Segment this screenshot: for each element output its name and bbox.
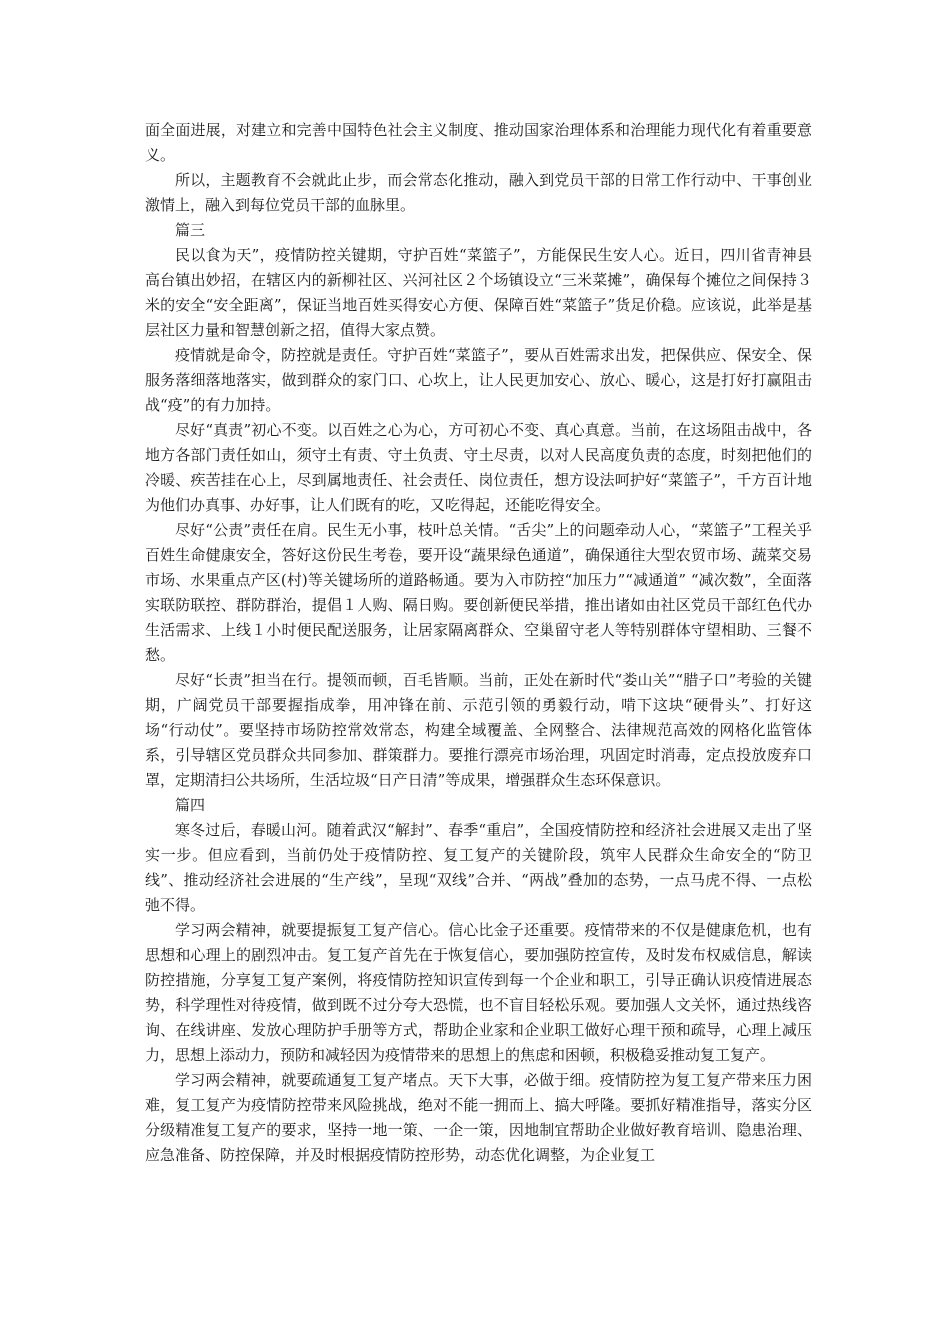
paragraph: 学习两会精神，就要提振复工复产信心。信心比金子还重要。疫情带来的不仅是健康危机，也有思想和心理上的剧烈冲击。复工复产首先在于恢复信心，要加强防控宣传，及时发布权威信息，解读防控措施，分享复工复产案例，将疫情防控知识宣传到每一个企业和职工，引导正确认识疫情进展态势，科学理性对待疫情，做到既不过分夸大恐慌，也不盲目轻松乐观。要加强人文关怀，通过热线咨询、在线讲座、发放心理防护手册等方式，帮助企业家和企业职工做好心理干预和疏导，心理上减压力，思想上添动力，预防和减轻因为疫情带来的思想上的焦虑和困顿，积极稳妥推动复工复产。 [145, 921, 812, 1064]
section-heading-4: 篇四 [175, 796, 206, 814]
document-body [145, 118, 812, 1168]
paragraph-continuation: 面全面进展，对建立和完善中国特色社会主义制度、推动国家治理体系和治理能力现代化有着重要意义。 [145, 121, 812, 164]
paragraph: 寒冬过后，春暖山河。随着武汉“解封”、春季“重启”，全国疫情防控和经济社会进展又走出了坚实一步。但应看到，当前仍处于疫情防控、复工复产的关键阶段，筑牢人民群众生命安全的“防卫线”、推动经济社会进展的“生产线”，呈现“双线”合并、“两战”叠加的态势，一点马虎不得、一点松弛不得。 [145, 821, 812, 914]
paragraph: 学习两会精神，就要疏通复工复产堵点。天下大事，必做于细。疫情防控为复工复产带来压力困难，复工复产为疫情防控带来风险挑战，绝对不能一拥而上、搞大呼隆。要抓好精准指导，落实分区分级精准复工复产的要求，坚持一地一策、一企一策，因地制宜帮助企业做好教育培训、隐患治理、应急准备、防控保障，并及时根据疫情防控形势，动态优化调整，为企业复工 [145, 1071, 812, 1164]
paragraph: 尽好“真责”初心不变。以百姓之心为心，方可初心不变、真心真意。当前，在这场阻击战中，各地方各部门责任如山，须守土有责、守土负责、守土尽责，以对人民高度负责的态度，时刻把他们的冷暖、疾苦挂在心上，尽到属地责任、社会责任、岗位责任，想方设法呵护好“菜篮子”，千方百计地为他们办真事、办好事，让人们既有的吃，又吃得起，还能吃得安全。 [145, 421, 812, 514]
section-heading-3: 篇三 [175, 221, 206, 239]
paragraph: 疫情就是命令，防控就是责任。守护百姓“菜篮子”，要从百姓需求出发，把保供应、保安全、保服务落细落地落实，做到群众的家门口、心坎上，让人民更加安心、放心、暖心，这是打好打赢阻击战“疫”的有力加持。 [145, 346, 812, 414]
paragraph: 尽好“长责”担当在行。提领而顿，百毛皆顺。当前，正处在新时代“娄山关”“腊子口”考验的关键期，广阔党员干部要握指成拳，用冲锋在前、示范引领的勇毅行动，啃下这块“硬骨头”、打好这场“行动仗”。要坚持市场防控常效常态，构建全域覆盖、全网整合、法律规范高效的网格化监管体系，引导辖区党员群众共同参加、群策群力。要推行漂亮市场治理，巩固定时消毒，定点投放废弃口罩，定期清扫公共场所，生活垃圾“日产日清”等成果，增强群众生态环保意识。 [145, 671, 812, 789]
paragraph: 民以食为天”，疫情防控关键期，守护百姓“菜篮子”，方能保民生安人心。近日，四川省青神县高台镇出妙招，在辖区内的新柳社区、兴河社区２个场镇设立“三米菜摊”，确保每个摊位之间保持３米的安全“安全距离”，保证当地百姓买得安心方便、保障百姓“菜篮子”货足价稳。应该说，此举是基层社区力量和智慧创新之招，值得大家点赞。 [145, 246, 812, 339]
paragraph: 所以，主题教育不会就此止步，而会常态化推动，融入到党员干部的日常工作行动中、干事创业激情上，融入到每位党员干部的血脉里。 [145, 171, 812, 214]
paragraph: 尽好“公责”责任在肩。民生无小事，枝叶总关情。“舌尖”上的问题牵动人心，“菜篮子”工程关乎百姓生命健康安全，答好这份民生考卷，要开设“蔬果绿色通道”，确保通往大型农贸市场、蔬菜交易市场、水果重点产区(村)等关键场所的道路畅通。要为入市防控“加压力”“减通道” “减次数”，全面落实联防联控、群防群治，提倡１人购、隔日购。要创新便民举措，推出诸如由社区党员干部红色代办生活需求、上线１小时便民配送服务，让居家隔离群众、空巢留守老人等特别群体守望相助、三餐不愁。 [145, 521, 812, 664]
